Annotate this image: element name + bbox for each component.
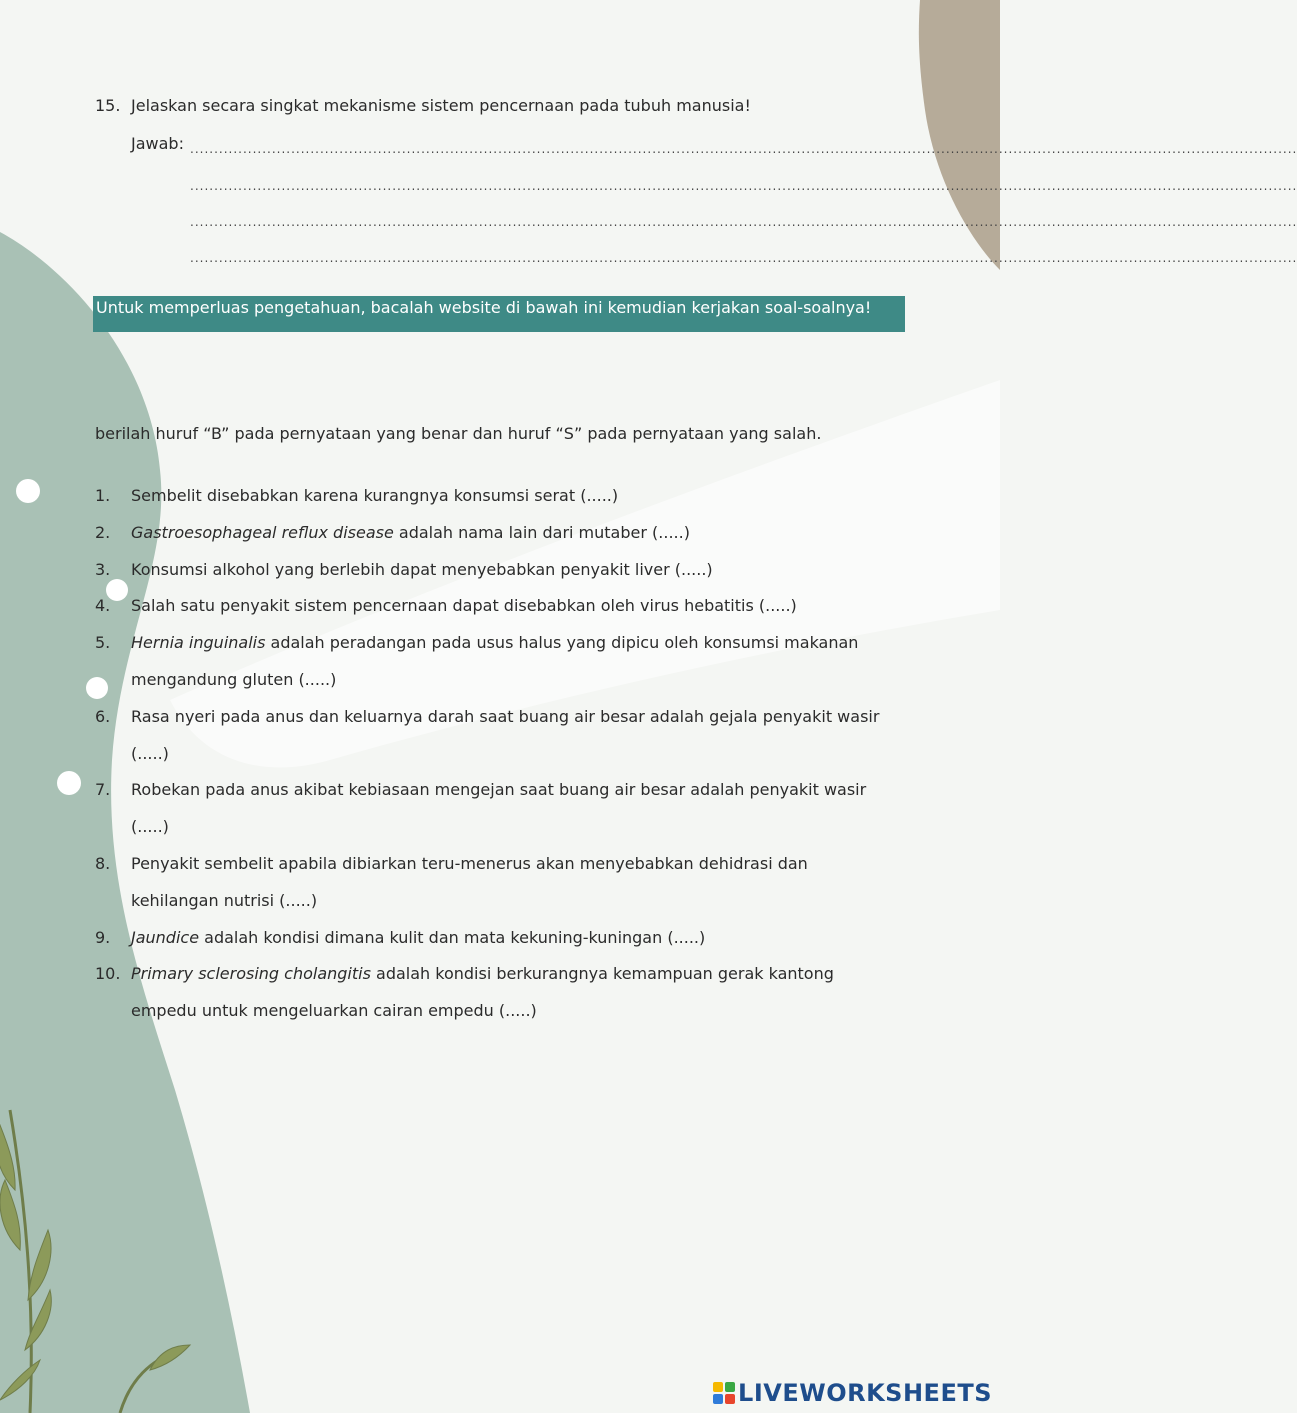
statement-number: 5.	[95, 633, 111, 653]
statement-number: 6.	[95, 706, 111, 726]
liveworksheets-logo[interactable]	[713, 1379, 992, 1407]
statement-number: 4.	[95, 596, 111, 616]
statement-text: Primary sclerosing cholangitis adalah kondisi berkurangnya kemampuan gerak kantong empedu untuk mengeluarkan cairan empedu (.....)	[131, 964, 834, 1021]
statement-text: Sembelit disebabkan karena kurangnya konsumsi serat (.....)	[131, 486, 619, 505]
statement-text: Penyakit sembelit apabila dibiarkan teru-menerus akan menyebabkan dehidrasi dan kehilangan nutrisi (.....)	[131, 853, 808, 910]
statement-number: 10.	[95, 964, 121, 984]
statement-text: Rasa nyeri pada anus dan keluarnya darah saat buang air besar adalah gejala penyakit wasir (.....)	[131, 706, 880, 763]
answer-line-3[interactable]: ......................................................................................................................................................................................................................................	[190, 215, 1297, 229]
statement-item	[95, 699, 895, 773]
statement-text: Jaundice adalah kondisi dimana kulit dan mata kekuning-kuningan (.....)	[131, 927, 706, 947]
statement-item	[95, 515, 895, 552]
question-text: Jelaskan secara singkat mekanisme sistem pencernaan pada tubuh manusia!	[131, 96, 751, 115]
answer-label: Jawab:	[131, 134, 184, 153]
info-banner: Untuk memperluas pengetahuan, bacalah website di bawah ini kemudian kerjakan soal-soalnya!	[93, 296, 905, 332]
statement-number: 9.	[95, 927, 111, 947]
statement-list	[95, 478, 895, 1030]
statement-item	[95, 478, 895, 515]
statement-number: 1.	[95, 486, 111, 505]
statement-number: 3.	[95, 559, 111, 579]
statement-text: Robekan pada anus akibat kebiasaan mengejan saat buang air besar adalah penyakit wasir (.....)	[131, 780, 867, 837]
statement-text: Gastroesophageal reflux disease adalah nama lain dari mutaber (.....)	[131, 522, 690, 542]
statement-text: Konsumsi alkohol yang berlebih dapat menyebabkan penyakit liver (.....)	[131, 559, 713, 579]
answer-line-4[interactable]: ......................................................................................................................................................................................................................................	[190, 251, 1297, 265]
statement-text: Hernia inguinalis adalah peradangan pada usus halus yang dipicu oleh konsumsi makanan mengandung gluten (.....)	[131, 633, 859, 689]
statement-number: 8.	[95, 853, 111, 873]
statement-item	[95, 920, 895, 957]
statement-text: Salah satu penyakit sistem pencernaan dapat disebabkan oleh virus hebatitis (.....)	[131, 596, 797, 616]
question-15	[95, 96, 751, 115]
statement-item	[95, 846, 895, 920]
answer-line-1[interactable]: ......................................................................................................................................................................................................................................	[190, 142, 1297, 156]
statement-item	[95, 588, 895, 625]
answer-line-2[interactable]: ......................................................................................................................................................................................................................................	[190, 179, 1297, 193]
question-number: 15.	[95, 96, 121, 115]
statement-item	[95, 625, 895, 699]
statement-item	[95, 956, 895, 1030]
logo-text: LIVEWORKSHEETS	[738, 1379, 992, 1407]
statement-number: 2.	[95, 522, 111, 542]
statement-number: 7.	[95, 780, 111, 800]
statement-item	[95, 552, 895, 589]
logo-mark-icon	[713, 1382, 735, 1404]
statement-item	[95, 772, 895, 846]
instruction-text: berilah huruf “B” pada pernyataan yang benar dan huruf “S” pada pernyataan yang salah.	[95, 424, 822, 443]
